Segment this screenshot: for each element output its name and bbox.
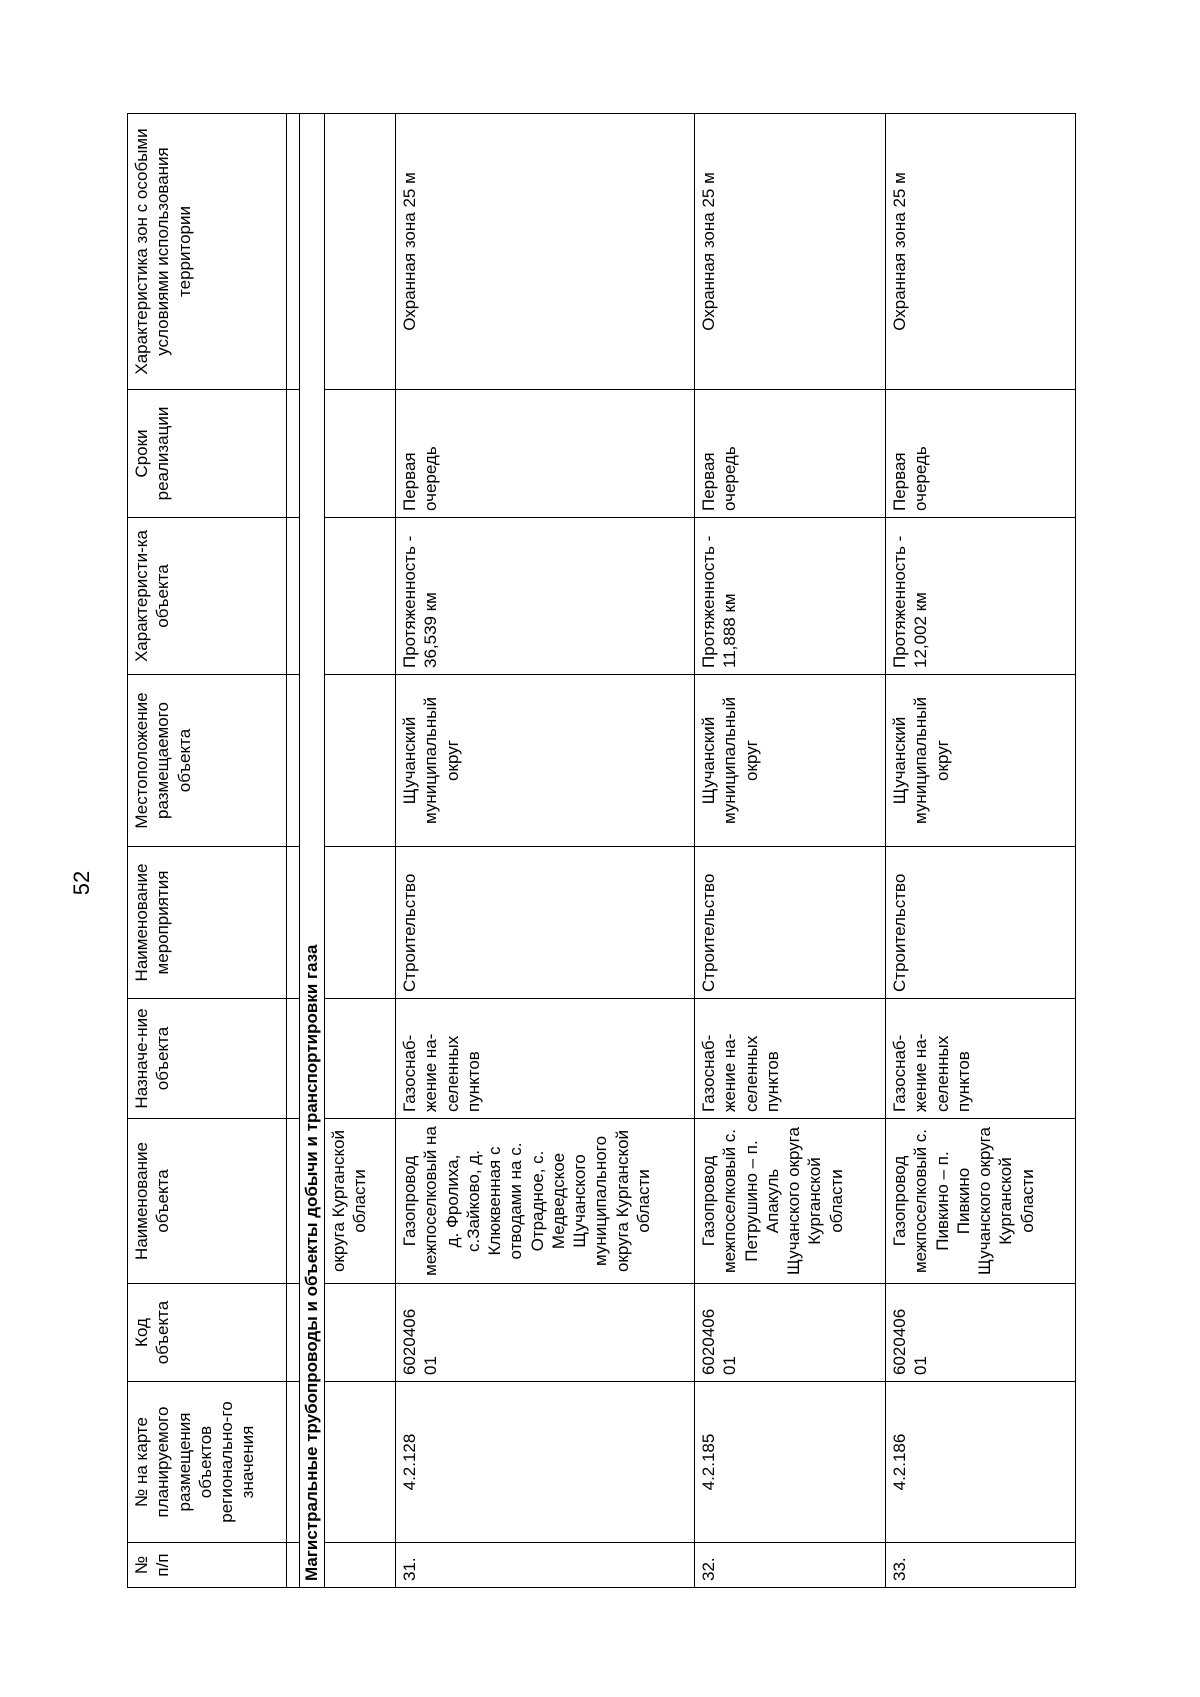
row-term: Первая очередь (886, 390, 1076, 518)
row-term: Первая очередь (695, 390, 886, 518)
row-characteristic: Протяженность - 11,888 км (695, 518, 886, 675)
row-name: Газопровод межпоселковый с. Петрушино – п. Апакуль Щучанского округа Курганской области (695, 1119, 886, 1284)
header-code: Код объекта (128, 1284, 287, 1382)
rotated-table-area (127, 114, 1056, 1588)
page-number: 52 (69, 870, 94, 896)
spacer-row (287, 114, 300, 1588)
row-zone: Охранная зона 25 м (886, 114, 1076, 390)
row-purpose: Газоснаб-жение на-селенных пунктов (396, 999, 695, 1119)
row-action: Строительство (695, 847, 886, 999)
row-map-no: 4.2.186 (886, 1382, 1076, 1543)
row-num: 31. (396, 1543, 695, 1588)
header-zone: Характеристика зон с особыми условиями использования территории (128, 114, 287, 390)
header-name: Наименование объекта (128, 1119, 287, 1284)
continuation-text: округа Курганской области (325, 1119, 396, 1284)
table-container (127, 114, 1056, 1588)
section-row (300, 114, 325, 1588)
header-row (128, 114, 287, 1588)
row-location: Щучанский муниципальный округ (695, 675, 886, 847)
section-title: Магистральные трубопроводы и объекты добычи и транспортировки газа (300, 114, 325, 1588)
row-characteristic: Протяженность - 12,002 км (886, 518, 1076, 675)
header-num: № п/п (128, 1543, 287, 1588)
row-action: Строительство (886, 847, 1076, 999)
row-purpose: Газоснаб-жение на-селенных пунктов (695, 999, 886, 1119)
row-map-no: 4.2.185 (695, 1382, 886, 1543)
table-row (886, 114, 1076, 1588)
row-code: 6020406 01 (886, 1284, 1076, 1382)
row-purpose: Газоснаб-жение на-селенных пунктов (886, 999, 1076, 1119)
header-location: Местоположение размещаемого объекта (128, 675, 287, 847)
row-num: 32. (695, 1543, 886, 1588)
row-location: Щучанский муниципальный округ (886, 675, 1076, 847)
row-num: 33. (886, 1543, 1076, 1588)
row-action: Строительство (396, 847, 695, 999)
header-action: Наименование мероприятия (128, 847, 287, 999)
row-location: Щучанский муниципальный округ (396, 675, 695, 847)
row-code: 6020406 01 (396, 1284, 695, 1382)
row-zone: Охранная зона 25 м (396, 114, 695, 390)
table-row (695, 114, 886, 1588)
header-term: Сроки реализации (128, 390, 287, 518)
row-name: Газопровод межпоселковый на д. Фролиха, с.Зайково, д. Клюквенная с отводами на с. Отрадное, с. Медведское Щучанского муниципального округа Курганской области (396, 1119, 695, 1284)
continuation-row (325, 114, 396, 1588)
row-characteristic: Протяженность - 36,539 км (396, 518, 695, 675)
objects-table (127, 113, 1076, 1588)
row-zone: Охранная зона 25 м (695, 114, 886, 390)
row-code: 6020406 01 (695, 1284, 886, 1382)
table-row (396, 114, 695, 1588)
row-map-no: 4.2.128 (396, 1382, 695, 1543)
header-purpose: Назначе-ние объекта (128, 999, 287, 1119)
header-map-no: № на карте планируемого размещения объектов регионально-го значения (128, 1382, 287, 1543)
row-name: Газопровод межпоселковый с. Пивкино – п. Пивкино Щучанского округа Курганской области (886, 1119, 1076, 1284)
row-term: Первая очередь (396, 390, 695, 518)
header-characteristic: Характеристи-ка объекта (128, 518, 287, 675)
